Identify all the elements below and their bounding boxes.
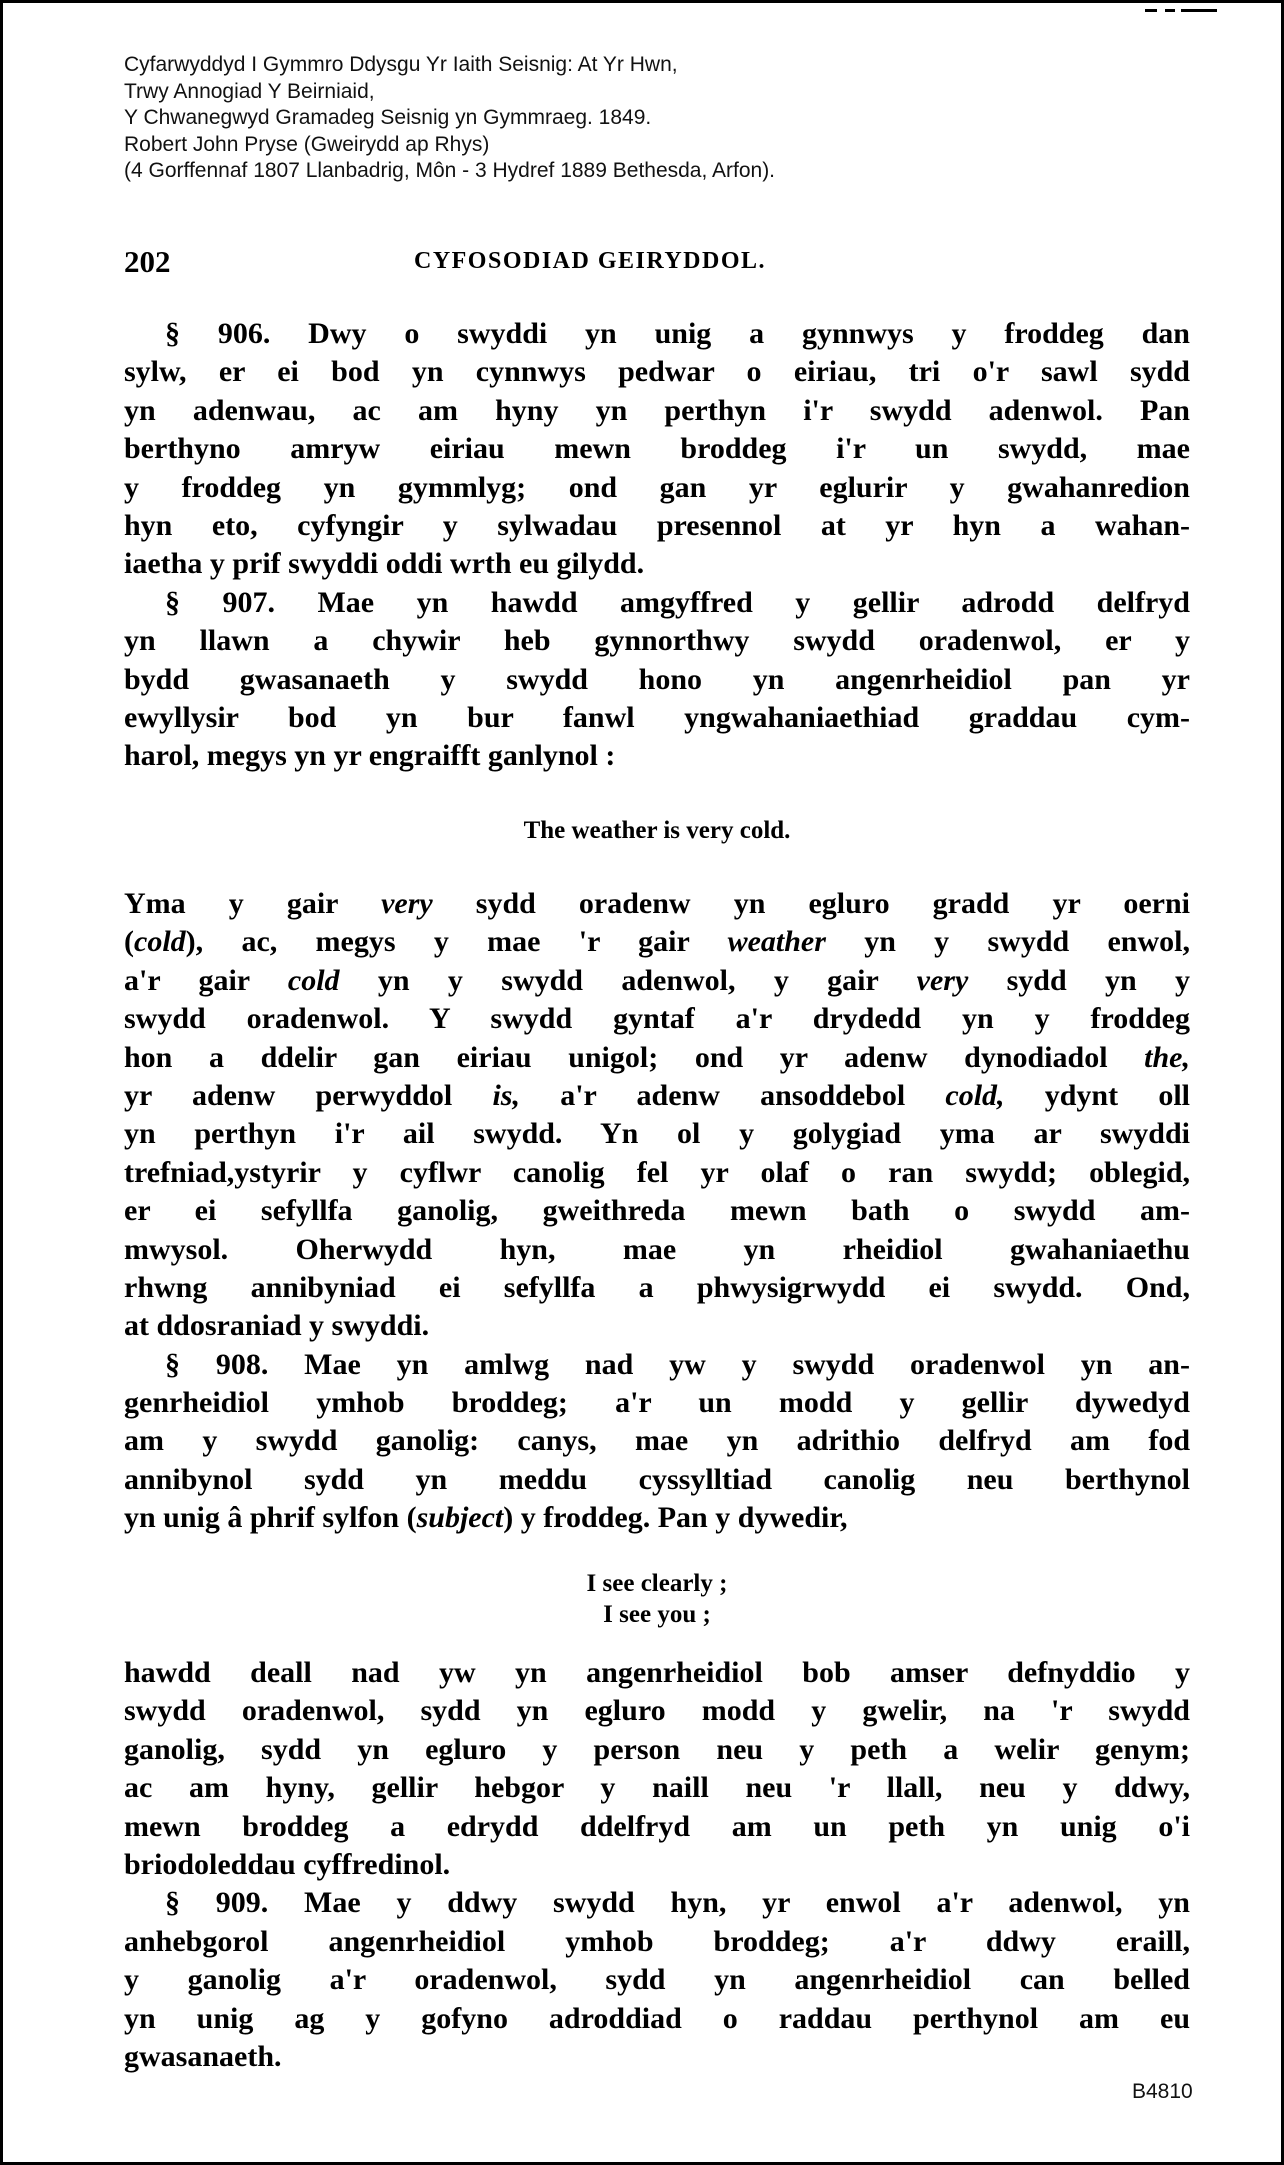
- text-run: yn llawn a chywir heb gynnorthwy swydd oradenwol, er y: [124, 624, 1190, 658]
- text-line: [124, 885, 1190, 923]
- text-line: [124, 1808, 1190, 1846]
- text-line: [124, 962, 1190, 1000]
- text-run: yn perthyn i'r ail swydd. Yn ol y golygiad yma ar swyddi: [124, 1117, 1190, 1151]
- text-run: anhebgorol angenrheidiol ymhob broddeg; a'r ddwy eraill,: [124, 1924, 1190, 1958]
- text-run: yn adenwau, ac am hyny yn perthyn i'r swydd adenwol. Pan: [124, 393, 1190, 427]
- text-run: annibynol sydd yn meddu cyssylltiad canolig neu berthynol: [124, 1462, 1190, 1496]
- text-run: hawdd deall nad yw yn angenrheidiol bob amser defnyddio y: [124, 1656, 1190, 1689]
- text-line: [124, 315, 1190, 353]
- text-line: [124, 430, 1190, 468]
- text-line: [124, 1923, 1190, 1961]
- text-run: § 907. Mae yn hawdd amgyffred y gellir adrodd delfryd: [165, 585, 1190, 619]
- text-line: [124, 2038, 1190, 2076]
- text-run: berthyno amryw eiriau mewn broddeg i'r un swydd, mae: [124, 432, 1190, 466]
- text-line: [124, 1422, 1190, 1460]
- text-line: [124, 1000, 1190, 1038]
- text-line: [124, 1192, 1190, 1230]
- text-run: ) y froddeg. Pan y dywedir,: [503, 1501, 848, 1535]
- text-run: § 908. Mae yn amlwg nad yw y swydd oradenwol yn an-: [165, 1347, 1190, 1381]
- text-run: genrheidiol ymhob broddeg; a'r un modd y gellir dywedyd: [124, 1386, 1190, 1420]
- page-number: 202: [124, 244, 171, 279]
- text-line: [124, 584, 1190, 622]
- text-line: [124, 1654, 1190, 1692]
- text-line: [124, 507, 1190, 545]
- example-line: The weather is very cold.: [523, 817, 791, 844]
- text-line: [124, 1269, 1190, 1307]
- text-line: [124, 545, 1190, 583]
- text-line: [124, 1307, 1190, 1345]
- header-line: Cyfarwyddyd I Gymmro Ddysgu Yr Iaith Seisnig: At Yr Hwn,: [124, 53, 678, 76]
- text-run: swydd oradenwol. Y swydd gyntaf a'r drydedd yn y froddeg: [124, 1002, 1190, 1036]
- text-block-2: [124, 885, 1190, 1538]
- text-run: trefniad,ystyrir y cyflwr canolig fel yr olaf o ran swydd; oblegid,: [124, 1155, 1190, 1189]
- text-line: [124, 1154, 1190, 1192]
- text-line: [124, 1039, 1190, 1077]
- text-line: [124, 923, 1190, 961]
- text-run: at ddosraniad y swyddi.: [124, 1309, 430, 1343]
- italic-word: cold: [287, 963, 340, 997]
- text-run: yr adenw perwyddol: [124, 1078, 493, 1112]
- italic-word: weather: [727, 925, 826, 959]
- paragraph: [124, 1654, 1190, 1884]
- text-run: a'r gair: [124, 963, 288, 997]
- header-line: (4 Gorffennaf 1807 Llanbadrig, Môn - 3 Hydref 1889 Bethesda, Arfon).: [124, 159, 776, 182]
- paragraph: [124, 584, 1190, 776]
- text-run: § 909. Mae y ddwy swydd hyn, yr enwol a'r adenwol, yn: [165, 1886, 1190, 1920]
- text-run: rhwng annibyniad ei sefyllfa a phwysigrwydd ei swydd. Ond,: [124, 1270, 1190, 1304]
- document-code: B4810: [1132, 2080, 1193, 2103]
- italic-word: very: [916, 963, 969, 997]
- text-run: ), ac, megys y mae 'r gair: [185, 925, 728, 959]
- text-line: [124, 622, 1190, 660]
- text-run: iaetha y prif swyddi oddi wrth eu gilydd.: [124, 547, 645, 581]
- text-run: ganolig, sydd yn egluro y person neu y peth a welir genym;: [124, 1732, 1190, 1766]
- text-run: sylw, er ei bod yn cynnwys pedwar o eiriau, tri o'r sawl sydd: [124, 355, 1190, 389]
- text-line: [124, 1731, 1190, 1769]
- italic-word: cold,: [945, 1078, 1005, 1112]
- text-line: [124, 699, 1190, 737]
- text-run: swydd oradenwol, sydd yn egluro modd y gwelir, na 'r swydd: [124, 1694, 1190, 1728]
- text-run: ewyllysir bod yn bur fanwl yngwahaniaethiad graddau cym-: [124, 700, 1190, 734]
- italic-word: the,: [1144, 1040, 1190, 1074]
- text-line: [124, 2000, 1190, 2038]
- text-run: a'r adenw ansoddebol: [519, 1078, 946, 1112]
- text-run: sydd yn y: [968, 963, 1191, 997]
- text-run: mwysol. Oherwydd hyn, mae yn rheidiol gwahaniaethu: [124, 1232, 1190, 1266]
- example-line: I see you ;: [603, 1601, 711, 1628]
- text-run: harol, megys yn yr engraifft ganlynol :: [124, 739, 616, 773]
- text-line: [124, 661, 1190, 699]
- paragraph: [124, 1884, 1190, 2076]
- text-run: yn y swydd adenwol, y gair: [339, 963, 917, 997]
- citation-header: [124, 52, 775, 185]
- text-run: § 906. Dwy o swyddi yn unig a gynnwys y froddeg dan: [165, 317, 1190, 350]
- text-run: mewn broddeg a edrydd ddelfryd am un peth yn unig o'i: [124, 1809, 1190, 1843]
- text-line: [124, 1231, 1190, 1269]
- text-block-3: [124, 1654, 1190, 2076]
- text-run: hon a ddelir gan eiriau unigol; ond yr adenw dynodiadol: [124, 1040, 1145, 1074]
- text-line: [124, 737, 1190, 775]
- text-run: bydd gwasanaeth y swydd hono yn angenrheidiol pan yr: [124, 662, 1190, 696]
- text-line: [124, 353, 1190, 391]
- text-run: ac am hyny, gellir hebgor y naill neu 'r llall, neu y ddwy,: [124, 1771, 1190, 1805]
- text-run: am y swydd ganolig: canys, mae yn adrithio delfryd am fod: [124, 1424, 1190, 1458]
- text-line: [124, 1077, 1190, 1115]
- text-run: yn unig ag y gofyno adroddiad o raddau perthynol am eu: [124, 2001, 1190, 2035]
- italic-word: is,: [492, 1078, 520, 1112]
- text-run: Yma y gair: [124, 887, 382, 920]
- text-run: er ei sefyllfa ganolig, gweithreda mewn bath o swydd am-: [124, 1194, 1190, 1228]
- text-line: [124, 1384, 1190, 1422]
- paragraph: [124, 315, 1190, 584]
- text-run: ydynt oll: [1004, 1078, 1190, 1112]
- header-line: Trwy Annogiad Y Beirniaid,: [124, 79, 375, 103]
- paragraph: [124, 1346, 1190, 1538]
- text-line: [124, 1692, 1190, 1730]
- text-line: [124, 1961, 1190, 1999]
- text-line: [124, 1115, 1190, 1153]
- text-run: (: [124, 925, 134, 959]
- text-run: y froddeg yn gymmlyg; ond gan yr eglurir y gwahanredion: [124, 470, 1190, 504]
- italic-word: cold: [134, 925, 186, 959]
- text-line: [124, 1884, 1190, 1922]
- text-run: hyn eto, cyfyngir y sylwadau presennol at yr hyn a wahan-: [124, 508, 1190, 542]
- example-sentences: [124, 1568, 1190, 1630]
- text-run: yn y swydd enwol,: [825, 925, 1190, 959]
- header-line: Robert John Pryse (Gweirydd ap Rhys): [124, 132, 490, 156]
- text-line: [124, 469, 1190, 507]
- text-run: sydd oradenw yn egluro gradd yr oerni: [432, 887, 1190, 920]
- text-run: y ganolig a'r oradenwol, sydd yn angenrheidiol can belled: [124, 1963, 1190, 1997]
- italic-word: very: [381, 887, 433, 920]
- example-sentence: [124, 815, 1190, 846]
- header-line: Y Chwanegwyd Gramadeg Seisnig yn Gymmraeg. 1849.: [124, 106, 652, 129]
- text-block-1: [124, 315, 1190, 776]
- text-run: gwasanaeth.: [124, 2039, 282, 2073]
- example-line: I see clearly ;: [586, 1570, 728, 1597]
- paragraph: [124, 885, 1190, 1346]
- text-run: briodoleddau cyffredinol.: [124, 1847, 451, 1881]
- text-line: [124, 392, 1190, 430]
- italic-word: subject: [416, 1501, 504, 1535]
- text-line: [124, 1346, 1190, 1384]
- running-head: CYFOSODIAD GEIRYDDOL.: [413, 248, 767, 274]
- text-line: [124, 1769, 1190, 1807]
- text-line: [124, 1846, 1190, 1884]
- text-run: yn unig â phrif sylfon (: [124, 1501, 417, 1535]
- scan-marks: [1145, 9, 1217, 12]
- text-line: [124, 1499, 1190, 1537]
- text-line: [124, 1461, 1190, 1499]
